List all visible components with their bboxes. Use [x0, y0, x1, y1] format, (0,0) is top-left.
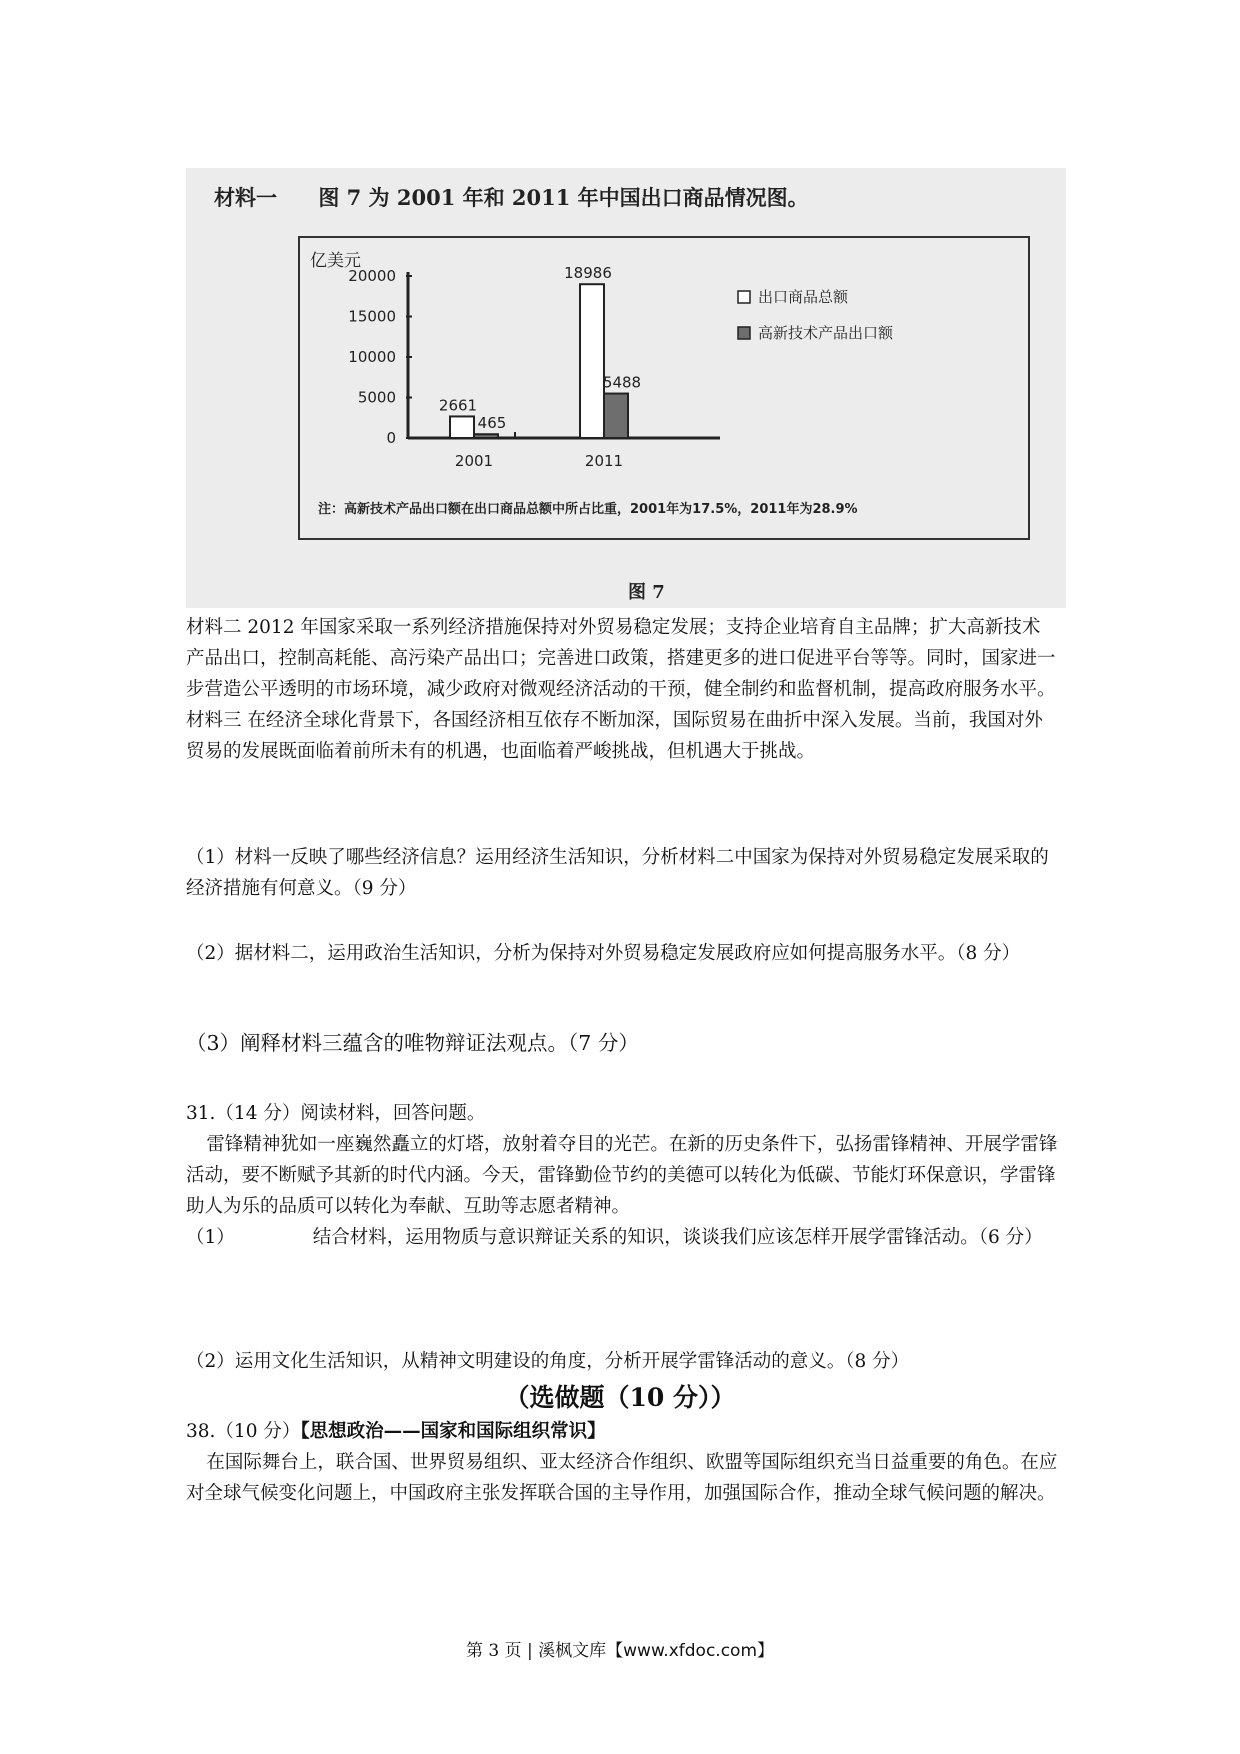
figure-7 [186, 168, 1066, 608]
figure-caption: 图 7 [628, 582, 665, 603]
bar-2001-series-1 [450, 416, 474, 438]
data-label-2001-series-2: 465 [477, 414, 507, 433]
chart-frame [298, 236, 1030, 540]
footer-page: 第 3 页 | 溪枫文库【 [465, 1641, 624, 1661]
legend-swatch-1 [738, 291, 750, 303]
y-tick-label: 10000 [348, 348, 396, 366]
question-31 [186, 1098, 1058, 1253]
material-one-label: 材料一 [214, 185, 277, 210]
bar-2011-series-1 [580, 284, 604, 438]
figure-header [214, 182, 809, 212]
question-31-sub1: （1） 结合材料，运用物质与意识辩证关系的知识，谈谈我们应该怎样开展学雷锋活动。（6 分） [186, 1227, 1043, 1248]
figure-header-text: 图 7 为 2001 年和 2011 年中国出口商品情况图。 [318, 185, 809, 210]
legend-label-1: 出口商品总额 [758, 288, 849, 306]
y-tick-label: 15000 [348, 307, 396, 326]
y-tick-label: 5000 [357, 388, 396, 407]
bar-2001-series-2 [474, 434, 498, 438]
question-38-text: 在国际舞台上，联合国、世界贸易组织、亚太经济合作组织、欧盟等国际组织充当日益重要的角色。在应对全球气候变化问题上，中国政府主张发挥联合国的主导作用，加强国际合作，推动全球气候问题的解决。 [186, 1452, 1058, 1504]
chart-note: 注：高新技术产品出口额在出口商品总额中所占比重，2001年为17.5%，2011年为28.9% [318, 502, 858, 517]
data-label-2001-series-1: 2661 [438, 396, 478, 415]
data-label-2011-series-2: 5488 [602, 373, 642, 392]
bar-2011-series-2 [604, 394, 628, 438]
x-tick-label: 2001 [454, 452, 494, 470]
question-2: （2）据材料二，运用政治生活知识，分析为保持对外贸易稳定发展政府应如何提高服务水平。（8 分） [186, 943, 1021, 964]
question-38-head: 38.（10 分） [186, 1421, 301, 1442]
footer-close: 】 [757, 1641, 775, 1661]
question-31-head: 31.（14 分）阅读材料，回答问题。 [186, 1103, 486, 1124]
question-38 [186, 1416, 1058, 1509]
y-tick-label: 0 [386, 429, 396, 447]
legend-label-2: 高新技术产品出口额 [758, 324, 894, 342]
export-bar-chart [300, 238, 1028, 538]
material-three: 材料三 在经济全球化背景下，各国经济相互依存不断加深，国际贸易在曲折中深入发展。当前，我国对外贸易的发展既面临着前所未有的机遇，也面临着严峻挑战，但机遇大于挑战。 [186, 710, 1043, 762]
question-31-sub2: （2）运用文化生活知识，从精神文明建设的角度，分析开展学雷锋活动的意义。（8 分） [186, 1351, 910, 1372]
material-two: 材料二 2012 年国家采取一系列经济措施保持对外贸易稳定发展；支持企业培育自主品牌；扩大高新技术产品出口，控制高耗能、高污染产品出口；完善进口政策，搭建更多的进口促进平台等等。同时，国家进一步营造公平透明的市场环境，减少政府对微观经济活动的干预，健全制约和监督机制，提高政府服务水平。 [186, 617, 1056, 700]
legend-swatch-2 [738, 327, 750, 339]
question-31-material: 雷锋精神犹如一座巍然矗立的灯塔，放射着夺目的光芒。在新的历史条件下，弘扬雷锋精神、开展学雷锋活动，要不断赋予其新的时代内涵。今天，雷锋勤俭节约的美德可以转化为低碳、节能灯环保意识，学雷锋助人为乐的品质可以转化为奉献、互助等志愿者精神。 [186, 1134, 1058, 1217]
materials-section [186, 612, 1058, 767]
data-label-2011-series-1: 18986 [564, 264, 612, 283]
page-footer [0, 1636, 1240, 1661]
y-tick-label: 20000 [348, 267, 396, 285]
footer-site: www.xfdoc.com [623, 1641, 758, 1661]
question-38-topic: 【思想政治——国家和国际组织常识】 [300, 1421, 606, 1442]
x-tick-label: 2011 [584, 452, 624, 470]
elective-title: （选做题（10 分）） [504, 1383, 736, 1412]
question-1: （1）材料一反映了哪些经济信息？运用经济生活知识，分析材料二中国家为保持对外贸易稳定发展采取的经济措施有何意义。（9 分） [186, 847, 1049, 899]
question-3: （3）阐释材料三蕴含的唯物辩证法观点。（7 分） [186, 1031, 639, 1055]
y-axis-label: 亿美元 [310, 251, 361, 271]
